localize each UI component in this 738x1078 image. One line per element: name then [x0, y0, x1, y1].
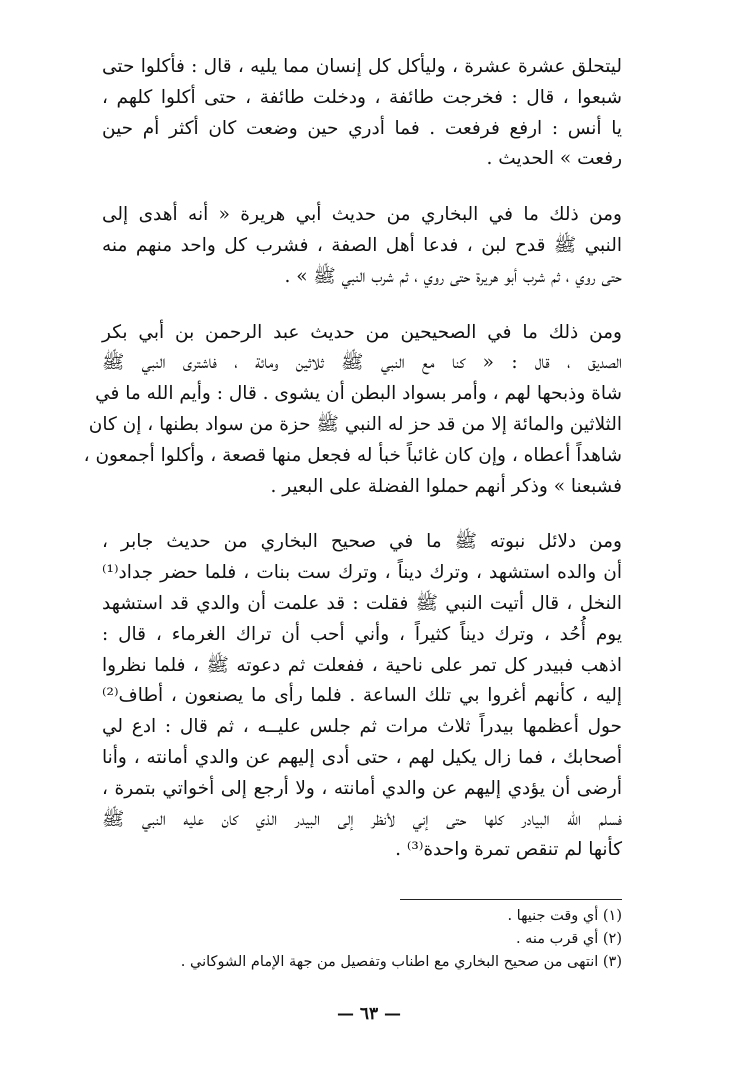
- text-line: أن والده استشهد ، وترك ديناً ، وترك ست بنات ، فلما حضر جداد⁽¹⁾: [102, 562, 622, 584]
- text-line: ومن دلائل نبوته ﷺ ما في صحيح البخاري من حديث جابر ،: [102, 531, 622, 553]
- main-text: [83, 52, 622, 866]
- text-line: النبي ﷺ قدح لبن ، فدعا أهل الصفة ، فشرب كل واحد منهم منه: [102, 234, 622, 256]
- text-line: أرضى أن يؤدي إليهم عن والدي أمانته ، ولا أرجع إلى أخواتي بتمرة ،: [102, 777, 622, 799]
- footnotes: [102, 905, 622, 974]
- text-line: شبعوا ، قال : فخرجت طائفة ، ودخلت طائفة ، حتى أكلوا كلهم ،: [102, 86, 622, 108]
- paragraph-1: [102, 52, 622, 175]
- text-line: الصديق ، قال : « كنا مع النبي ﷺ ثلاثين ومائة ، فاشترى النبي ﷺ: [102, 352, 622, 374]
- text-line: فسلم الله البيادر كلها حتى إني لأنظر إلى البيدر الذي كان عليه النبي ﷺ: [102, 808, 622, 830]
- text-line: إليه ، كأنهم أغروا بي تلك الساعة . فلما رأى ما يصنعون ، أطاف⁽²⁾: [102, 685, 622, 707]
- text-line: ومن ذلك ما في البخاري من حديث أبي هريرة « أنه أهدى إلى: [102, 204, 622, 226]
- text-line: شاة وذبحها لهم ، وأمر بسواد البطن أن يشوى . قال : وأيم الله ما في: [95, 383, 622, 405]
- footnote-3: (٣) انتهى من صحيح البخاري مع اطناب وتفصيل من جهة الإمام الشوكاني .: [180, 954, 622, 970]
- paragraph-3: [83, 318, 622, 503]
- text-line: حول أعظمها بيدراً ثلاث مرات ثم جلس عليــه ، ثم قال : ادع لي: [102, 716, 622, 738]
- footnote-divider: [400, 899, 622, 900]
- text-line: الثلاثين والمائة إلا من قد حز له النبي ﷺ حزة من سواد بطنها ، إن كان: [88, 413, 622, 435]
- text-line: رفعت » الحديث .: [486, 148, 622, 170]
- text-line: ليتحلق عشرة عشرة ، وليأكل كل إنسان مما يليه ، قال : فأكلوا حتى: [102, 56, 622, 77]
- page-number: — ٦٣ —: [336, 1004, 402, 1024]
- footnote-1: (١) أي وقت جنيها .: [507, 908, 622, 924]
- text-line: فشبعنا » وذكر أنهم حملوا الفضلة على البعير .: [270, 475, 622, 497]
- text-line: كأنها لم تنقص تمرة واحدة⁽³⁾ .: [395, 839, 622, 861]
- paragraph-4: [102, 527, 622, 866]
- text-line: شاهداً أعطاه ، وإن كان غائباً خبأ له فجعل منها قصعة ، وأكلوا أجمعون ،: [83, 444, 622, 466]
- paragraph-2: [102, 200, 622, 292]
- text-line: يوم أُحُد ، وترك ديناً كثيراً ، وأني أحب أن تراك الغرماء ، قال :: [102, 623, 622, 645]
- text-line: اذهب فبيدر كل تمر على ناحية ، ففعلت ثم دعوته ﷺ ، فلما نظروا: [102, 654, 622, 676]
- footnote-2: (٢) أي قرب منه .: [515, 931, 622, 947]
- text-line: النخل ، قال أتيت النبي ﷺ فقلت : قد علمت أن والدي قد استشهد: [102, 592, 622, 614]
- text-line: ومن ذلك ما في الصحيحين من حديث عبد الرحمن بن أبي بكر: [102, 321, 622, 343]
- text-line: أصحابك ، فما زال يكيل لهم ، حتى أدى إليهم عن والدي أمانته ، وأنا: [102, 746, 622, 768]
- text-line: يا أنس : ارفع فرفعت . فما أدري حين وضعت كان أكثر أم حين: [102, 117, 622, 139]
- text-line: حتى روي ، ثم شرب أبو هريرة حتى روي ، ثم شرب النبي ﷺ » .: [284, 265, 622, 287]
